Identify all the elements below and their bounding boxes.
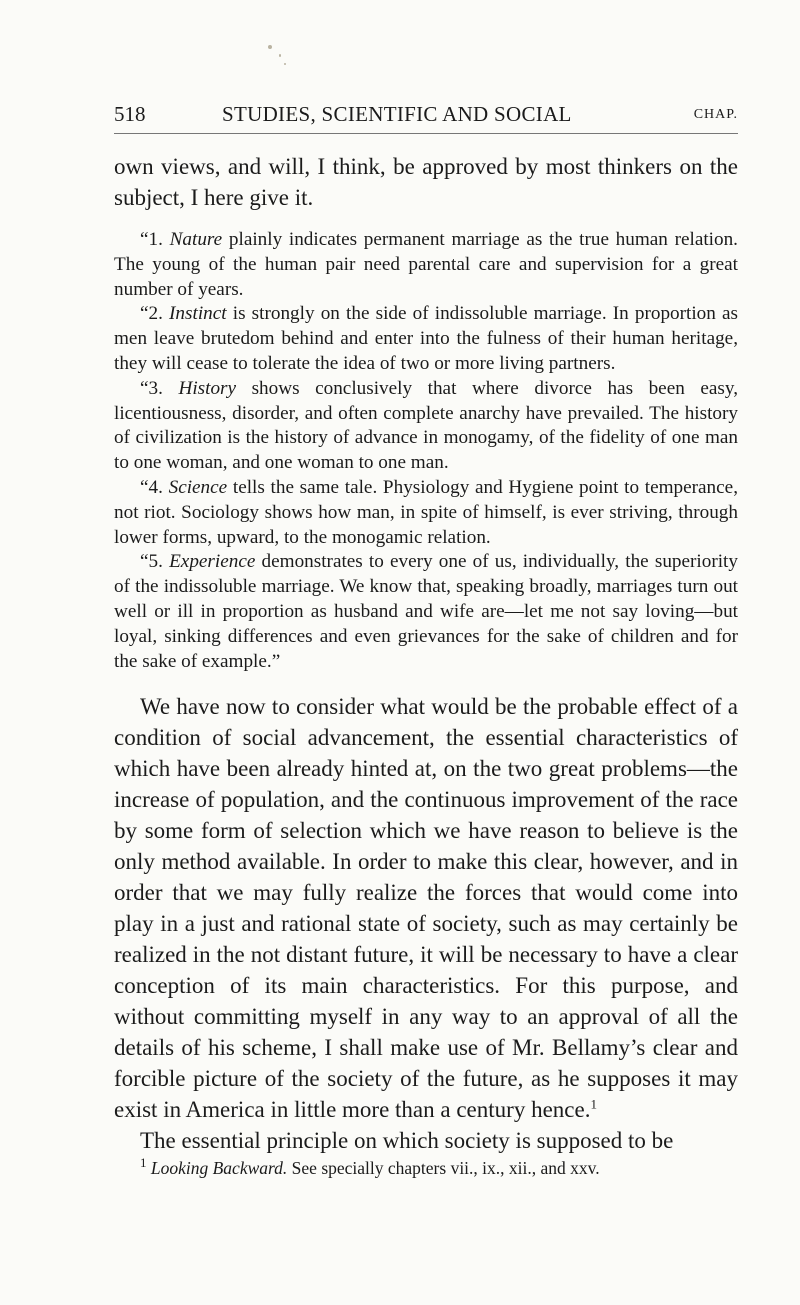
footnote-reference: 1 [590,1096,597,1112]
quoted-item-2: “2. Instinct is strongly on the side of indissoluble marriage. In proportion as men leave brutedom behind and enter into the fulness of their human heritage, they will cease to tolerate the idea of two or more living partners. [114,303,738,374]
paper-speck [284,63,286,65]
footnote: $^1$ Looking Backward. See specially chapters vii., ix., xii., and xxv. [140,1155,600,1179]
quoted-item-1: “1. Nature plainly indicates permanent marriage as the true human relation. The young of the human pair need parental care and supervision for a great number of years. [114,229,738,300]
header-rule [114,133,738,134]
page-body [114,151,738,1180]
item-term: History [178,377,237,399]
paper-speck [279,54,281,57]
item-term: Nature [169,229,223,250]
main-paragraph: We have now to consider what would be the probable effect of a condition of social advancement, the essential characteristics of which have been already hinted at, on the two great problems—the increase of population, and the continuous improvement of the race by some form of selection which we have reason to believe is the only method available. In order to make this clear, however, and in order that we may fully realize the forces that would come into play in a just and rational state of society, such as may certainly be realized in the not distant future, it will be necessary to have a clear conception of its main characteristics. For this purpose, and without committing myself in any way to an approval of all the details of his scheme, I shall make use of Mr. Bellamy’s clear and forcible picture of the society of the future, as he supposes it may exist in America in little more than a century hence.$^1$ [114,694,738,1123]
running-title: STUDIES, SCIENTIFIC AND SOCIAL [222,102,572,126]
chapter-label: CHAP. [693,107,738,122]
intro-paragraph: own views, and will, I think, be approved by most thinkers on the subject, I here give it. [114,154,738,210]
quoted-item-4: “4. Science tells the same tale. Physiology and Hygiene point to temperance, not riot. Sociology shows how man, in spite of himself, is ever striving, through lower forms, upward, to the monogamic relation. [114,476,738,548]
item-term: Science [168,476,228,498]
page-number: 518 [114,102,146,126]
spacer [114,213,738,228]
footnote-mark: 1 [140,1155,147,1171]
item-term: Experience [169,551,256,573]
paper-speck [268,45,272,49]
continuation-line: The essential principle on which society is supposed to be [140,1128,674,1154]
footnote-title: Looking Backward. [150,1158,288,1179]
page-header [114,99,738,129]
quoted-item-5: “5. Experience demonstrates to every one of us, individually, the superiority of the indissoluble marriage. We know that, speaking broadly, marriages turn out well or ill in proportion as husband and wife are—let me not say loving—but loyal, sinking differences and even grievances for the sake of children and for the sake of example.” [114,551,738,672]
spacer [114,674,738,691]
quoted-item-3: “3. History shows conclusively that where divorce has been easy, licentiousness, disorder, and often complete anarchy have prevailed. The history of civilization is the history of advance in monogamy, of the fidelity of one man to one woman, and one woman to one man. [114,377,738,474]
item-term: Instinct [169,303,227,325]
